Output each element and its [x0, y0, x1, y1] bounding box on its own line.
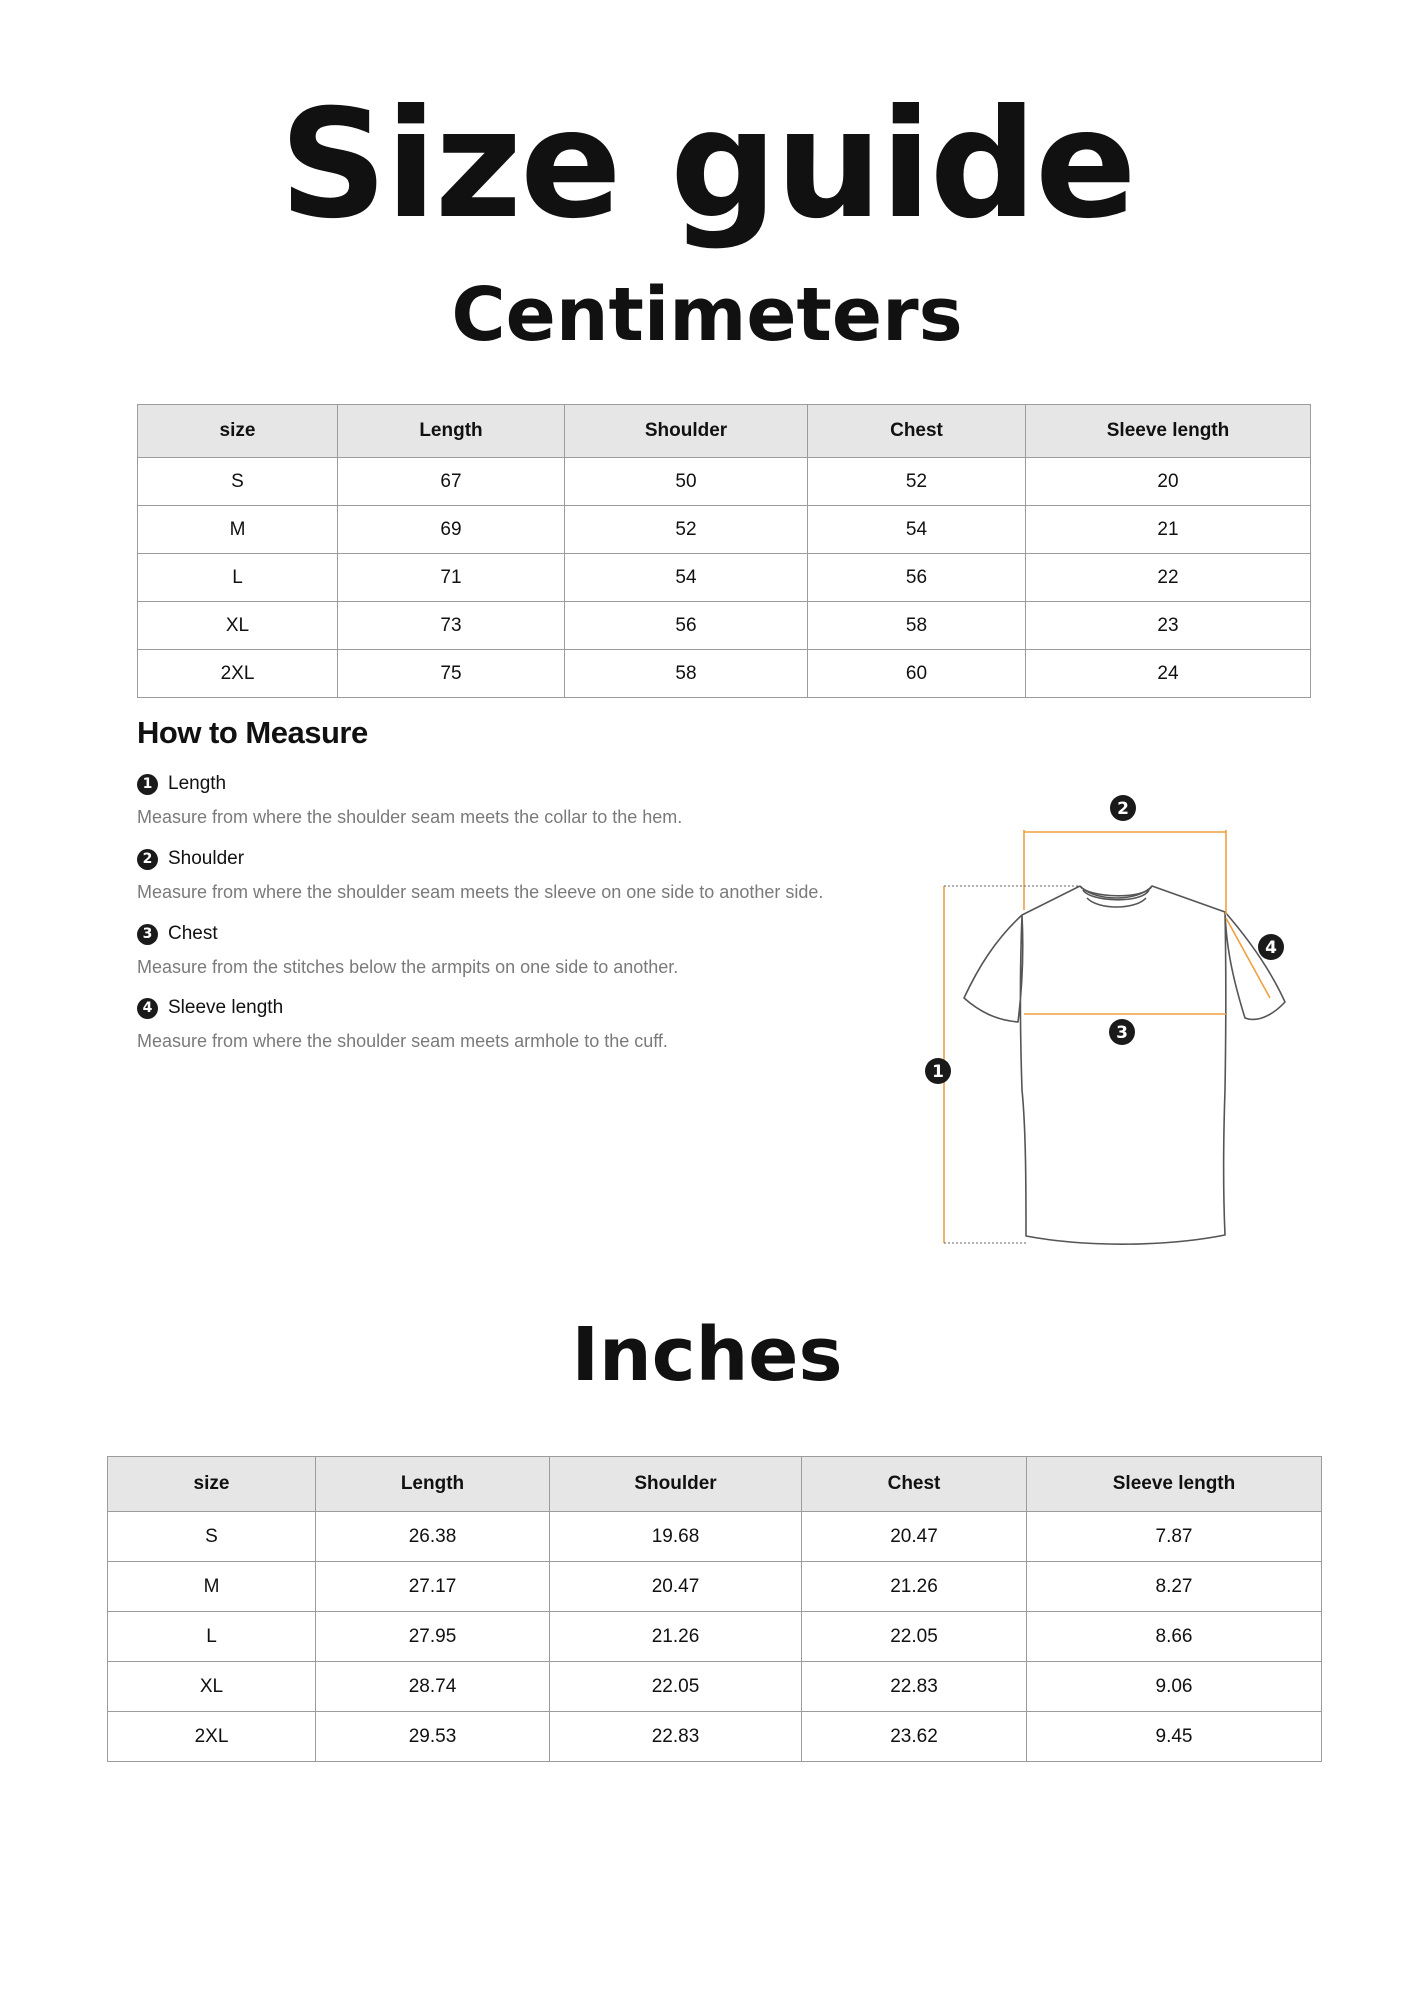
column-header-sleeve-length: Sleeve length: [1027, 1457, 1322, 1512]
measure-step-shoulder: [137, 845, 824, 902]
number-4-icon: 4: [137, 998, 158, 1019]
number-3-icon: 3: [137, 924, 158, 945]
table-cell: S: [138, 458, 338, 506]
column-header-size: size: [138, 405, 338, 458]
table-cell: 58: [565, 650, 808, 698]
table-row: [108, 1562, 1322, 1612]
how-to-measure-heading: How to Measure: [137, 715, 368, 750]
table-cell: 8.27: [1027, 1562, 1322, 1612]
table-cell: 52: [808, 458, 1026, 506]
table-row: [138, 458, 1311, 506]
measure-step-title: Sleeve length: [168, 997, 284, 1018]
column-header-shoulder: Shoulder: [565, 405, 808, 458]
measure-step-chest: [137, 920, 679, 977]
measure-step-description: Measure from where the shoulder seam meets armhole to the cuff.: [137, 1031, 668, 1051]
table-cell: 28.74: [316, 1662, 550, 1712]
table-row: [138, 602, 1311, 650]
measurement-lines: [944, 830, 1270, 1243]
marker-label: 3: [1116, 1023, 1128, 1043]
table-cell: 2XL: [108, 1712, 316, 1762]
table-row: [138, 554, 1311, 602]
table-row: [138, 650, 1311, 698]
table-cell: 27.95: [316, 1612, 550, 1662]
marker-label: 4: [1265, 938, 1277, 958]
table-cell: 7.87: [1027, 1512, 1322, 1562]
column-header-shoulder: Shoulder: [550, 1457, 802, 1512]
table-cell: 27.17: [316, 1562, 550, 1612]
table-cell: 9.06: [1027, 1662, 1322, 1712]
table-cell: 24: [1026, 650, 1311, 698]
table-cell: 19.68: [550, 1512, 802, 1562]
marker-label: 1: [932, 1062, 944, 1082]
measurement-guides: [944, 886, 1080, 1243]
table-row: [108, 1512, 1322, 1562]
table-cell: 22.05: [802, 1612, 1027, 1662]
table-row: [138, 506, 1311, 554]
table-cell: 23.62: [802, 1712, 1027, 1762]
table-cell: 20: [1026, 458, 1311, 506]
table-cell: 56: [808, 554, 1026, 602]
table-cell: M: [138, 506, 338, 554]
table-header-row: [108, 1457, 1322, 1512]
table-cell: 20.47: [802, 1512, 1027, 1562]
centimeters-size-table: [137, 404, 1311, 698]
table-row: [108, 1612, 1322, 1662]
column-header-length: Length: [338, 405, 565, 458]
table-cell: 73: [338, 602, 565, 650]
table-cell: 22: [1026, 554, 1311, 602]
table-cell: M: [108, 1562, 316, 1612]
table-cell: 54: [808, 506, 1026, 554]
marker-label: 2: [1117, 799, 1129, 819]
table-cell: 23: [1026, 602, 1311, 650]
marker-chest: [1109, 1019, 1135, 1045]
table-cell: 29.53: [316, 1712, 550, 1762]
column-header-size: size: [108, 1457, 316, 1512]
measure-step-title: Length: [168, 773, 227, 794]
table-cell: 22.05: [550, 1662, 802, 1712]
measure-step-description: Measure from where the shoulder seam meets the sleeve on one side to another side.: [137, 882, 824, 902]
table-cell: 20.47: [550, 1562, 802, 1612]
marker-sleeve-length: [1258, 934, 1284, 960]
table-cell: 67: [338, 458, 565, 506]
table-cell: 54: [565, 554, 808, 602]
centimeters-heading: Centimeters: [451, 272, 963, 358]
table-cell: 58: [808, 602, 1026, 650]
marker-length: [925, 1058, 951, 1084]
table-cell: 71: [338, 554, 565, 602]
marker-shoulder: [1110, 795, 1136, 821]
page-title: Size guide: [279, 78, 1135, 252]
measure-step-title: Shoulder: [168, 848, 245, 869]
table-cell: 22.83: [802, 1662, 1027, 1712]
t-shirt-icon: [964, 886, 1285, 1244]
table-cell: 26.38: [316, 1512, 550, 1562]
table-cell: 9.45: [1027, 1712, 1322, 1762]
table-row: [108, 1662, 1322, 1712]
table-cell: 21.26: [550, 1612, 802, 1662]
table-cell: 60: [808, 650, 1026, 698]
measure-step-description: Measure from the stitches below the armpits on one side to another.: [137, 957, 679, 977]
table-cell: 75: [338, 650, 565, 698]
inches-size-table: [107, 1456, 1322, 1762]
measure-step-title: Chest: [168, 923, 218, 944]
measure-step-description: Measure from where the shoulder seam meets the collar to the hem.: [137, 807, 683, 827]
inches-heading: Inches: [571, 1312, 843, 1398]
measure-step-length: [137, 770, 683, 827]
table-cell: L: [138, 554, 338, 602]
table-cell: L: [108, 1612, 316, 1662]
measure-step-sleeve-length: [137, 994, 668, 1051]
column-header-chest: Chest: [808, 405, 1026, 458]
number-1-icon: 1: [137, 774, 158, 795]
table-row: [108, 1712, 1322, 1762]
table-header-row: [138, 405, 1311, 458]
column-header-chest: Chest: [802, 1457, 1027, 1512]
table-cell: 2XL: [138, 650, 338, 698]
table-cell: XL: [138, 602, 338, 650]
table-cell: S: [108, 1512, 316, 1562]
table-cell: 8.66: [1027, 1612, 1322, 1662]
table-cell: 21: [1026, 506, 1311, 554]
table-cell: 52: [565, 506, 808, 554]
number-2-icon: 2: [137, 849, 158, 870]
table-cell: 22.83: [550, 1712, 802, 1762]
t-shirt-measurement-diagram: [920, 790, 1320, 1260]
column-header-length: Length: [316, 1457, 550, 1512]
table-cell: 56: [565, 602, 808, 650]
table-cell: 21.26: [802, 1562, 1027, 1612]
table-cell: 50: [565, 458, 808, 506]
table-cell: 69: [338, 506, 565, 554]
column-header-sleeve-length: Sleeve length: [1026, 405, 1311, 458]
table-cell: XL: [108, 1662, 316, 1712]
